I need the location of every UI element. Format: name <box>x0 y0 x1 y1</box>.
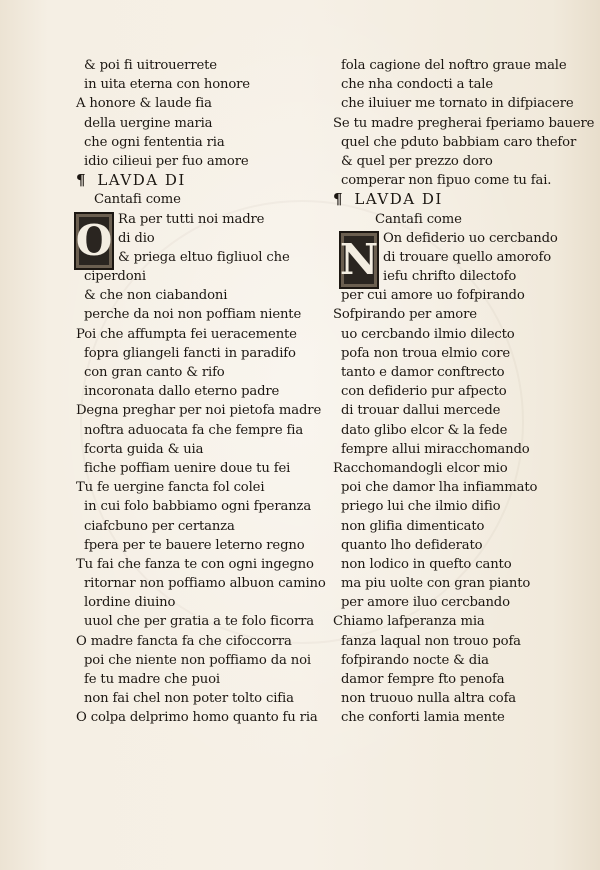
verse-line: Poi che affumpta fei ueracemente <box>76 326 297 342</box>
verse-line: ciperdoni <box>84 269 146 285</box>
verse-line: per amore iluo cercbando <box>341 595 510 611</box>
verse-line: comperar non fipuo come tu fai. <box>341 173 552 189</box>
right-heading <box>333 190 583 209</box>
verse-line: Chiamo lafperanza mia <box>333 614 485 630</box>
verse-line: di trouar dallui mercede <box>341 403 501 419</box>
left-column <box>76 56 331 728</box>
verse-line: fola cagione del noftro graue male <box>341 58 567 73</box>
verse-line: & che non ciabandoni <box>84 288 228 304</box>
verse-line: che nha condocti a tale <box>341 77 493 93</box>
verse-line: & priega eltuo figliuol che <box>118 249 290 265</box>
verse-line: tanto e damor conftrecto <box>341 365 505 380</box>
verse-line: priego lui che ilmio difio <box>341 499 501 515</box>
verse-line: ciafcbuno per certanza <box>84 518 235 534</box>
verse-line: noftra aduocata fa che fempre fia <box>84 422 304 438</box>
verse-line: On defiderio uo cercbando <box>383 230 558 246</box>
verse-line: ritornar non poffiamo albuon camino <box>84 576 326 592</box>
verse-line: poi che niente non poffiamo da noi <box>84 652 311 668</box>
heading-title: LAVDA DI <box>97 171 186 190</box>
verse-line: che ogni fententia ria <box>84 134 225 150</box>
verse-line: O madre fancta fa che cifoccorra <box>76 633 292 649</box>
verse-line: quel che pduto babbiam caro thefor <box>341 134 577 150</box>
left-heading <box>76 171 331 190</box>
verse-line: della uergine maria <box>84 115 213 131</box>
heading-subtitle: Cantafi come <box>375 211 462 227</box>
verse-line: in cui folo babbiamo ogni fperanza <box>84 499 312 515</box>
verse-line: di dio <box>118 230 155 246</box>
verse-line: Ra per tutti noi madre <box>118 211 265 227</box>
right-verses-top <box>333 56 595 190</box>
verse-line: fempre allui miracchomando <box>341 441 530 457</box>
verse-line: non glifia dimenticato <box>341 518 485 534</box>
heading-subtitle: Cantafi come <box>94 192 181 208</box>
verse-line: Sofpirando per amore <box>333 307 477 323</box>
verse-line: Racchomandogli elcor mio <box>333 460 508 476</box>
verse-line: fpera per te bauere leterno regno <box>84 537 305 553</box>
heading-title: LAVDA DI <box>354 190 443 209</box>
verse-line: A honore & laude fia <box>76 96 212 112</box>
left-verses-bottom <box>76 267 331 728</box>
verse-line: perche da noi non poffiam niente <box>84 307 302 323</box>
verse-line: fcorta guida & uia <box>84 441 204 457</box>
verse-line: di trouare quello amorofo <box>383 249 551 265</box>
verse-line: damor fempre fto penofa <box>341 672 505 687</box>
verse-line: & poi fi uitrouerrete <box>84 58 217 73</box>
verse-line: fiche poffiam uenire doue tu fei <box>84 460 291 476</box>
verse-line: ma piu uolte con gran pianto <box>341 576 531 592</box>
pilcrow-icon: ¶ <box>76 171 88 190</box>
verse-line: idio cilieui per fuo amore <box>84 153 249 169</box>
verse-line: & quel per prezzo doro <box>341 153 493 169</box>
right-column <box>333 56 595 728</box>
right-dropcap-block <box>333 229 583 287</box>
verse-line: Tu fe uergine fancta fol colei <box>76 480 265 496</box>
verse-line: pofa non troua elmio core <box>341 345 511 361</box>
verse-line: fofpirando nocte & dia <box>341 652 489 668</box>
verse-line: che iluiuer me tornato in difpiacere <box>341 96 574 112</box>
verse-line: non lodico in quefto canto <box>341 556 512 572</box>
verse-line: fanza laqual non trouo pofa <box>341 633 521 649</box>
verse-line: iefu chrifto dilectofo <box>383 269 517 285</box>
dropcap-initial: O <box>74 212 114 270</box>
dropcap-lines <box>76 210 331 268</box>
verse-line: incoronata dallo eterno padre <box>84 384 280 400</box>
pilcrow-icon: ¶ <box>333 190 345 209</box>
verse-line: per cui amore uo fofpirando <box>341 288 525 304</box>
verse-line: O colpa delprimo homo quanto fu ria <box>76 710 318 726</box>
verse-line: in uita eterna con honore <box>84 77 250 93</box>
verse-line: con gran canto & rifo <box>84 365 225 380</box>
verse-line: lordine diuino <box>84 595 176 611</box>
verse-line: Tu fai che fanza te con ogni ingegno <box>76 556 314 572</box>
verse-line: fe tu madre che puoi <box>84 672 220 687</box>
right-verses-bottom <box>333 286 583 727</box>
verse-line: Se tu madre pregherai fperiamo bauere <box>333 115 595 131</box>
verse-line: dato glibo elcor & la fede <box>341 422 508 438</box>
verse-line: quanto lho defiderato <box>341 537 483 553</box>
verse-line: che conforti lamia mente <box>341 710 505 726</box>
left-dropcap-block <box>76 210 331 268</box>
dropcap-initial: N <box>339 231 379 289</box>
verse-line: Degna preghar per noi pietofa madre <box>76 403 322 419</box>
verse-line: poi che damor lha infiammato <box>341 480 538 496</box>
left-verses-top <box>76 56 331 171</box>
verse-line: uuol che per gratia a te folo ficorra <box>84 614 314 630</box>
verse-line: con defiderio pur afpecto <box>341 384 507 400</box>
verse-line: non fai chel non poter tolto cifia <box>84 691 294 707</box>
verse-line: fopra gliangeli fancti in paradifo <box>84 345 296 361</box>
verse-line: uo cercbando ilmio dilecto <box>341 326 515 342</box>
verse-line: non truouo nulla altra cofa <box>341 691 517 707</box>
